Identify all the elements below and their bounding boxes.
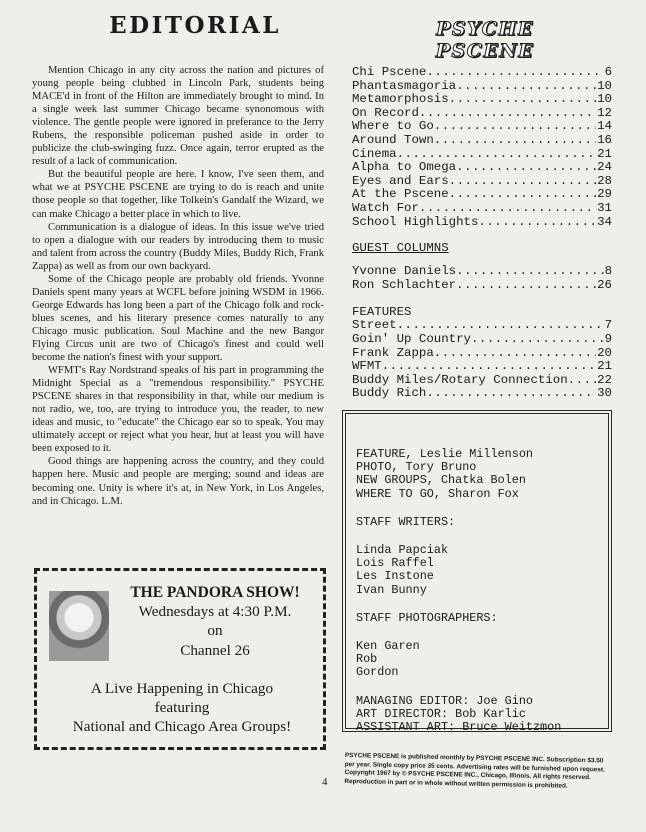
- staff-writers-heading: STAFF WRITERS:: [356, 514, 456, 529]
- toc-page: 9: [604, 332, 612, 346]
- pandora-tagline: A Live Happening in Chicago: [90, 680, 274, 697]
- toc-entry: [352, 265, 612, 279]
- masthead-logo: PSYCHE PSCENE: [435, 18, 535, 62]
- guest-columns-heading: GUEST COLUMNS: [352, 241, 449, 256]
- toc-leader: [382, 360, 596, 374]
- toc-entry: [352, 333, 612, 347]
- publisher-notice: PSYCHE PSCENE is published monthly by PSYCHE PSCENE INC. Subscription $3.50 per year. Single copy price 35 cents. Advertising rates will be furnished upon request. Copyright 1967 by © PSYCHE PSCENE INC., Chicago, Illinois. All rights reserved. Reproduction in part or in whole without written permission is prohibited.: [344, 752, 605, 790]
- pandora-on: on: [207, 622, 223, 640]
- toc-leader: [456, 279, 596, 293]
- staff-editor: WHERE TO GO, Sharon Fox: [356, 486, 519, 501]
- toc-leader: [449, 188, 596, 202]
- toc-leader: [397, 319, 604, 333]
- toc-title: WFMT: [352, 360, 382, 374]
- toc-leader: [456, 265, 603, 279]
- toc-entry: [352, 374, 612, 388]
- pandora-time: Wednesdays at 4:30 P.M.: [138, 603, 292, 621]
- toc-title: Street: [352, 319, 397, 333]
- toc-title: School Highlights: [352, 215, 479, 229]
- staff-writer: Les Instone: [356, 569, 434, 584]
- staff-photographers-heading: STAFF PHOTOGRAPHERS:: [356, 610, 498, 625]
- toc-entry: [352, 134, 612, 148]
- host-photo: [49, 591, 109, 661]
- toc-title: Metamorphosis: [352, 93, 449, 107]
- editorial-paragraph: Some of the Chicago people are probably old friends. Yvonne Daniels spent many years at WCFL before joining WSDM in 1966. George Edwards has long been a part of the Chicago folk and rock-blues scenes, and his literary presence comes naturally to any Chicago music publication. Soul Machine and the new Bangor Flying Circus unit are two of Chicago's finest and could well become the nation's finest with your support.: [32, 273, 324, 364]
- editorial-paragraph: Mention Chicago in any city across the nation and pictures of young people being clubbed in Lincoln Park, students being MACE'd in front of the Hilton are immediately brought to mind. In a single week last summer Chicago became synonomous with violence. The gentle people were ignored in preferance to the Jerry Rubens, the responsible policeman pushed aside in order to publicize the club-swinging fuzz. Once again, terror erupted as the result of a lack of communication.: [32, 65, 324, 168]
- staff-editor: NEW GROUPS, Chatka Bolen: [356, 473, 526, 488]
- toc-title: Where to Go: [352, 120, 434, 134]
- toc-entry: [352, 80, 612, 94]
- guest-columns-list: [352, 265, 612, 292]
- toc-page: 20: [597, 346, 612, 360]
- toc-title: Eyes and Ears: [352, 174, 449, 188]
- toc-entry: [352, 66, 612, 80]
- assistant-art: ASSISTANT ART: Bruce Weitzmon: [356, 720, 562, 735]
- staff-photographer: Gordon: [356, 665, 399, 680]
- managing-editor: MANAGING EDITOR: Joe Gino: [356, 693, 533, 708]
- toc-page: 21: [597, 360, 612, 374]
- toc-leader: [456, 161, 596, 175]
- toc-entry: [352, 120, 612, 134]
- staff-writer: Lois Raffel: [356, 556, 434, 571]
- page-number: 4: [322, 776, 328, 788]
- editorial-paragraph: WFMT's Ray Nordstrand speaks of his part in programming the Midnight Special as a "tremendous responsibility." PSYCHE PSCENE shares in that responsibility in that, while our medium is not radio, we, too, are trying to introduce you, the reader, to new ideas and music, to "educate" the Chicago ear so to speak. You may ultimately accept or reject what you hear, but at least you will have been exposed to it.: [32, 365, 324, 455]
- toc-title: Alpha to Omega: [352, 161, 457, 175]
- features-list: [352, 319, 612, 401]
- staff-photographer: Rob: [356, 652, 378, 667]
- toc-title: Goin' Up Country: [352, 332, 471, 346]
- toc-page: 8: [604, 265, 612, 279]
- editorial-paragraph: But the beautiful people are here. I know, I've seen them, and what we at PSYCHE PSCENE are trying to do is reach and unite those people so that together, like Tolkein's Gandalf the Wizard, we can make Chicago a better place in which to live.: [32, 169, 324, 220]
- pandora-show-ad: [34, 568, 326, 750]
- toc-title: Ron Schlachter: [352, 278, 457, 292]
- toc-entry: [352, 360, 612, 374]
- toc-title: Phantasmagoria: [352, 79, 457, 93]
- toc-title: Buddy Rich: [352, 387, 427, 401]
- toc-leader: [426, 387, 596, 401]
- toc-entry: [352, 387, 612, 401]
- toc-page: 31: [597, 201, 612, 215]
- toc-page: 10: [597, 79, 612, 93]
- pandora-ad-text: [107, 583, 323, 660]
- toc-page: 34: [597, 215, 612, 229]
- toc-leader: [434, 120, 596, 134]
- editorial-text: [32, 64, 324, 508]
- toc-entry: [352, 188, 612, 202]
- toc-page: 6: [604, 66, 612, 79]
- toc-entry: [352, 347, 612, 361]
- toc-leader: [449, 93, 596, 107]
- staff-writer: Linda Papciak: [356, 543, 449, 558]
- features-heading: FEATURES: [352, 305, 412, 320]
- toc-title: Around Town: [352, 133, 434, 147]
- toc-leader: [478, 216, 596, 230]
- toc-entry: [352, 216, 612, 230]
- editorial-heading: EDITORIAL: [109, 12, 281, 39]
- staff-editor: PHOTO, Tory Bruno: [356, 460, 477, 475]
- toc-leader: [397, 148, 597, 162]
- toc-entry: [352, 279, 612, 293]
- toc-entry: [352, 107, 612, 121]
- toc-page: 30: [597, 387, 612, 401]
- toc-page: 7: [604, 319, 612, 333]
- pandora-groups: National and Chicago Area Groups!: [72, 718, 292, 736]
- contents-list: [352, 66, 612, 229]
- staff-writer: Ivan Bunny: [356, 582, 427, 597]
- toc-title: Cinema: [352, 147, 397, 161]
- toc-leader: [434, 347, 596, 361]
- toc-page: 29: [597, 188, 612, 202]
- toc-page: 26: [597, 278, 612, 292]
- toc-title: Frank Zappa: [352, 346, 434, 360]
- toc-leader: [434, 134, 596, 148]
- toc-title: Buddy Miles/Rotary Connection: [352, 373, 568, 387]
- toc-leader: [419, 107, 596, 121]
- toc-page: 10: [597, 93, 612, 107]
- toc-title: Chi Pscene: [352, 66, 427, 79]
- toc-entry: [352, 93, 612, 107]
- toc-entry: [352, 175, 612, 189]
- toc-leader: [471, 333, 604, 347]
- editorial-paragraph: Good things are happening across the country, and they could happen here. Music and people are merging; sound and ideas are becoming one. Unity is where it's at, in New York, in Los Angeles, and in Chicago. L.M.: [32, 456, 324, 507]
- toc-leader: [419, 202, 596, 216]
- toc-page: 24: [597, 161, 612, 175]
- toc-page: 28: [597, 174, 612, 188]
- toc-leader: [456, 80, 596, 94]
- toc-title: At the Pscene: [352, 188, 449, 202]
- toc-entry: [352, 202, 612, 216]
- toc-title: On Record: [352, 106, 419, 120]
- toc-entry: [352, 148, 612, 162]
- toc-page: 14: [597, 120, 612, 134]
- pandora-channel: Channel 26: [180, 641, 250, 659]
- toc-title: Watch For: [352, 201, 419, 215]
- toc-page: 12: [597, 106, 612, 120]
- toc-page: 16: [597, 133, 612, 147]
- art-director: ART DIRECTOR: Bob Karlic: [356, 706, 526, 721]
- pandora-featuring: featuring: [154, 699, 210, 717]
- toc-entry: [352, 319, 612, 333]
- pandora-ad-lower-text: [43, 679, 321, 737]
- toc-page: 21: [597, 147, 612, 161]
- staff-editor: FEATURE, Leslie Millenson: [356, 447, 533, 461]
- staff-photographer: Ken Garen: [356, 639, 420, 654]
- toc-title: Yvonne Daniels: [352, 265, 457, 279]
- toc-entry: [352, 161, 612, 175]
- pandora-title: THE PANDORA SHOW!: [130, 584, 300, 601]
- editorial-paragraph: Communication is a dialogue of ideas. In this issue we've tried to open a dialogue with our readers by introducing them to music and talent from across the country (Buddy Miles, Buddy Rich, Frank Zappa) as well as from our own backyard.: [32, 221, 324, 272]
- toc-leader: [449, 175, 596, 189]
- table-of-contents: [352, 66, 612, 401]
- staff-box: [342, 410, 612, 735]
- toc-leader: [568, 374, 596, 388]
- toc-page: 22: [597, 373, 612, 387]
- toc-leader: [426, 66, 603, 80]
